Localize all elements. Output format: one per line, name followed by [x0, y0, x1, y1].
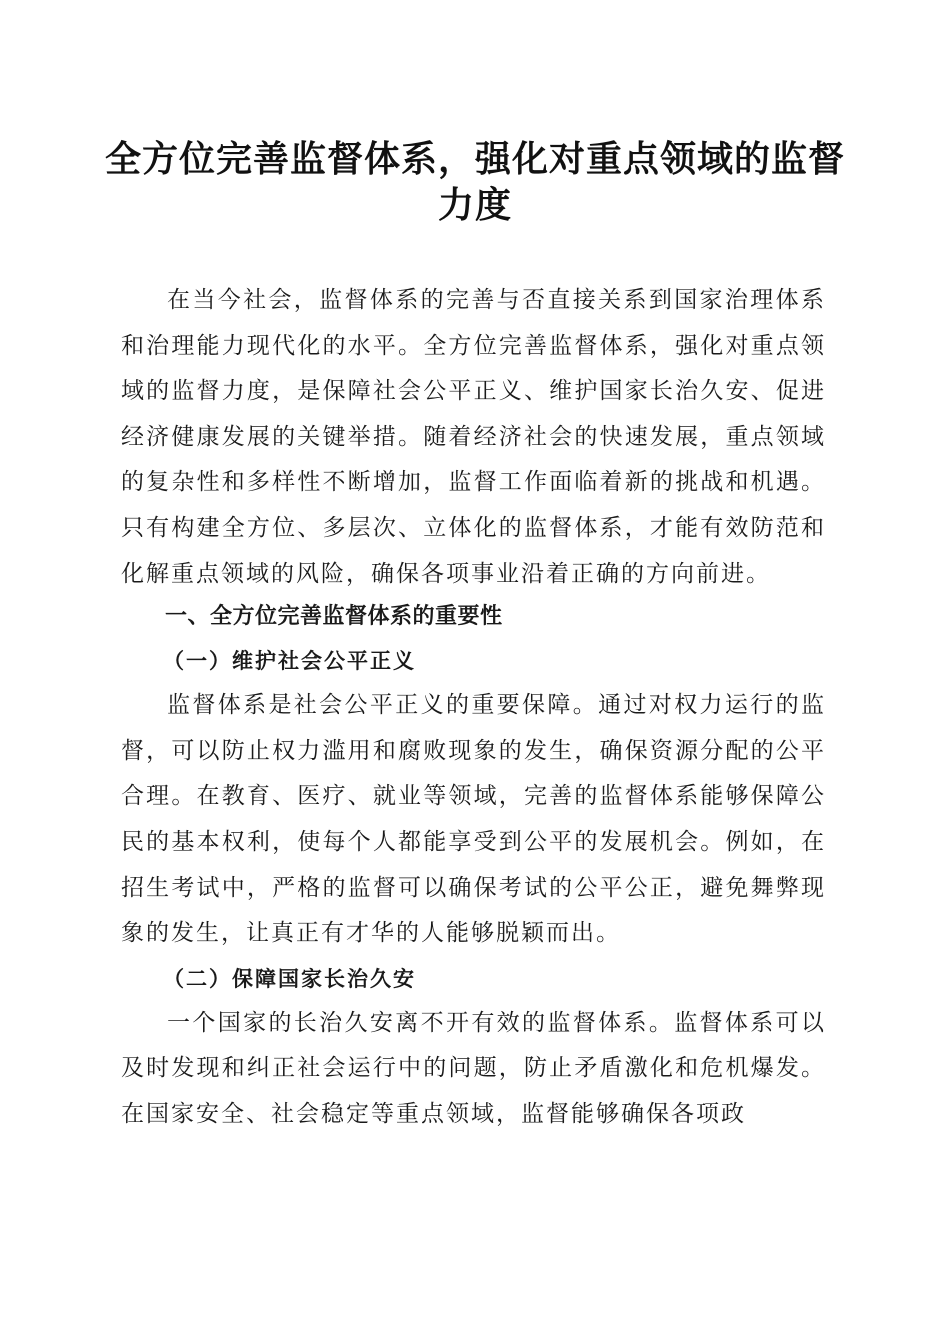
subsection-heading-1: （一）维护社会公平正义 [163, 648, 416, 674]
section-heading-1: 一、全方位完善监督体系的重要性 [165, 604, 503, 630]
intro-paragraph: 在当今社会，监督体系的完善与否直接关系到国家治理体系和治理能力现代化的水平。全方位完善监督体系，强化对重点领域的监督力度，是保障社会公平正义、维护国家长治久安、促进经济健康发展的关键举措。随着经济社会的快速发展，重点领域的复杂性和多样性不断增加，监督工作面临着新的挑战和机遇。只有构建全方位、多层次、立体化的监督体系，才能有效防范和化解重点领域的风险，确保各项事业沿着正确的方向前进。 [121, 287, 826, 587]
subsection-heading-2: （二）保障国家长治久安 [163, 965, 416, 991]
document-body [121, 278, 826, 1138]
document-title: 全方位完善监督体系，强化对重点领域的监督力度 [104, 138, 845, 226]
subsection-2-paragraph: 一个国家的长治久安离不开有效的监督体系。监督体系可以及时发现和纠正社会运行中的问题，防止矛盾激化和危机爆发。在国家安全、社会稳定等重点领域，监督能够确保各项政 [121, 1009, 826, 1127]
subsection-1-paragraph: 监督体系是社会公平正义的重要保障。通过对权力运行的监督，可以防止权力滥用和腐败现象的发生，确保资源分配的公平合理。在教育、医疗、就业等领域，完善的监督体系能够保障公民的基本权利，使每个人都能享受到公平的发展机会。例如，在招生考试中，严格的监督可以确保考试的公平公正，避免舞弊现象的发生，让真正有才华的人能够脱颖而出。 [121, 692, 826, 947]
